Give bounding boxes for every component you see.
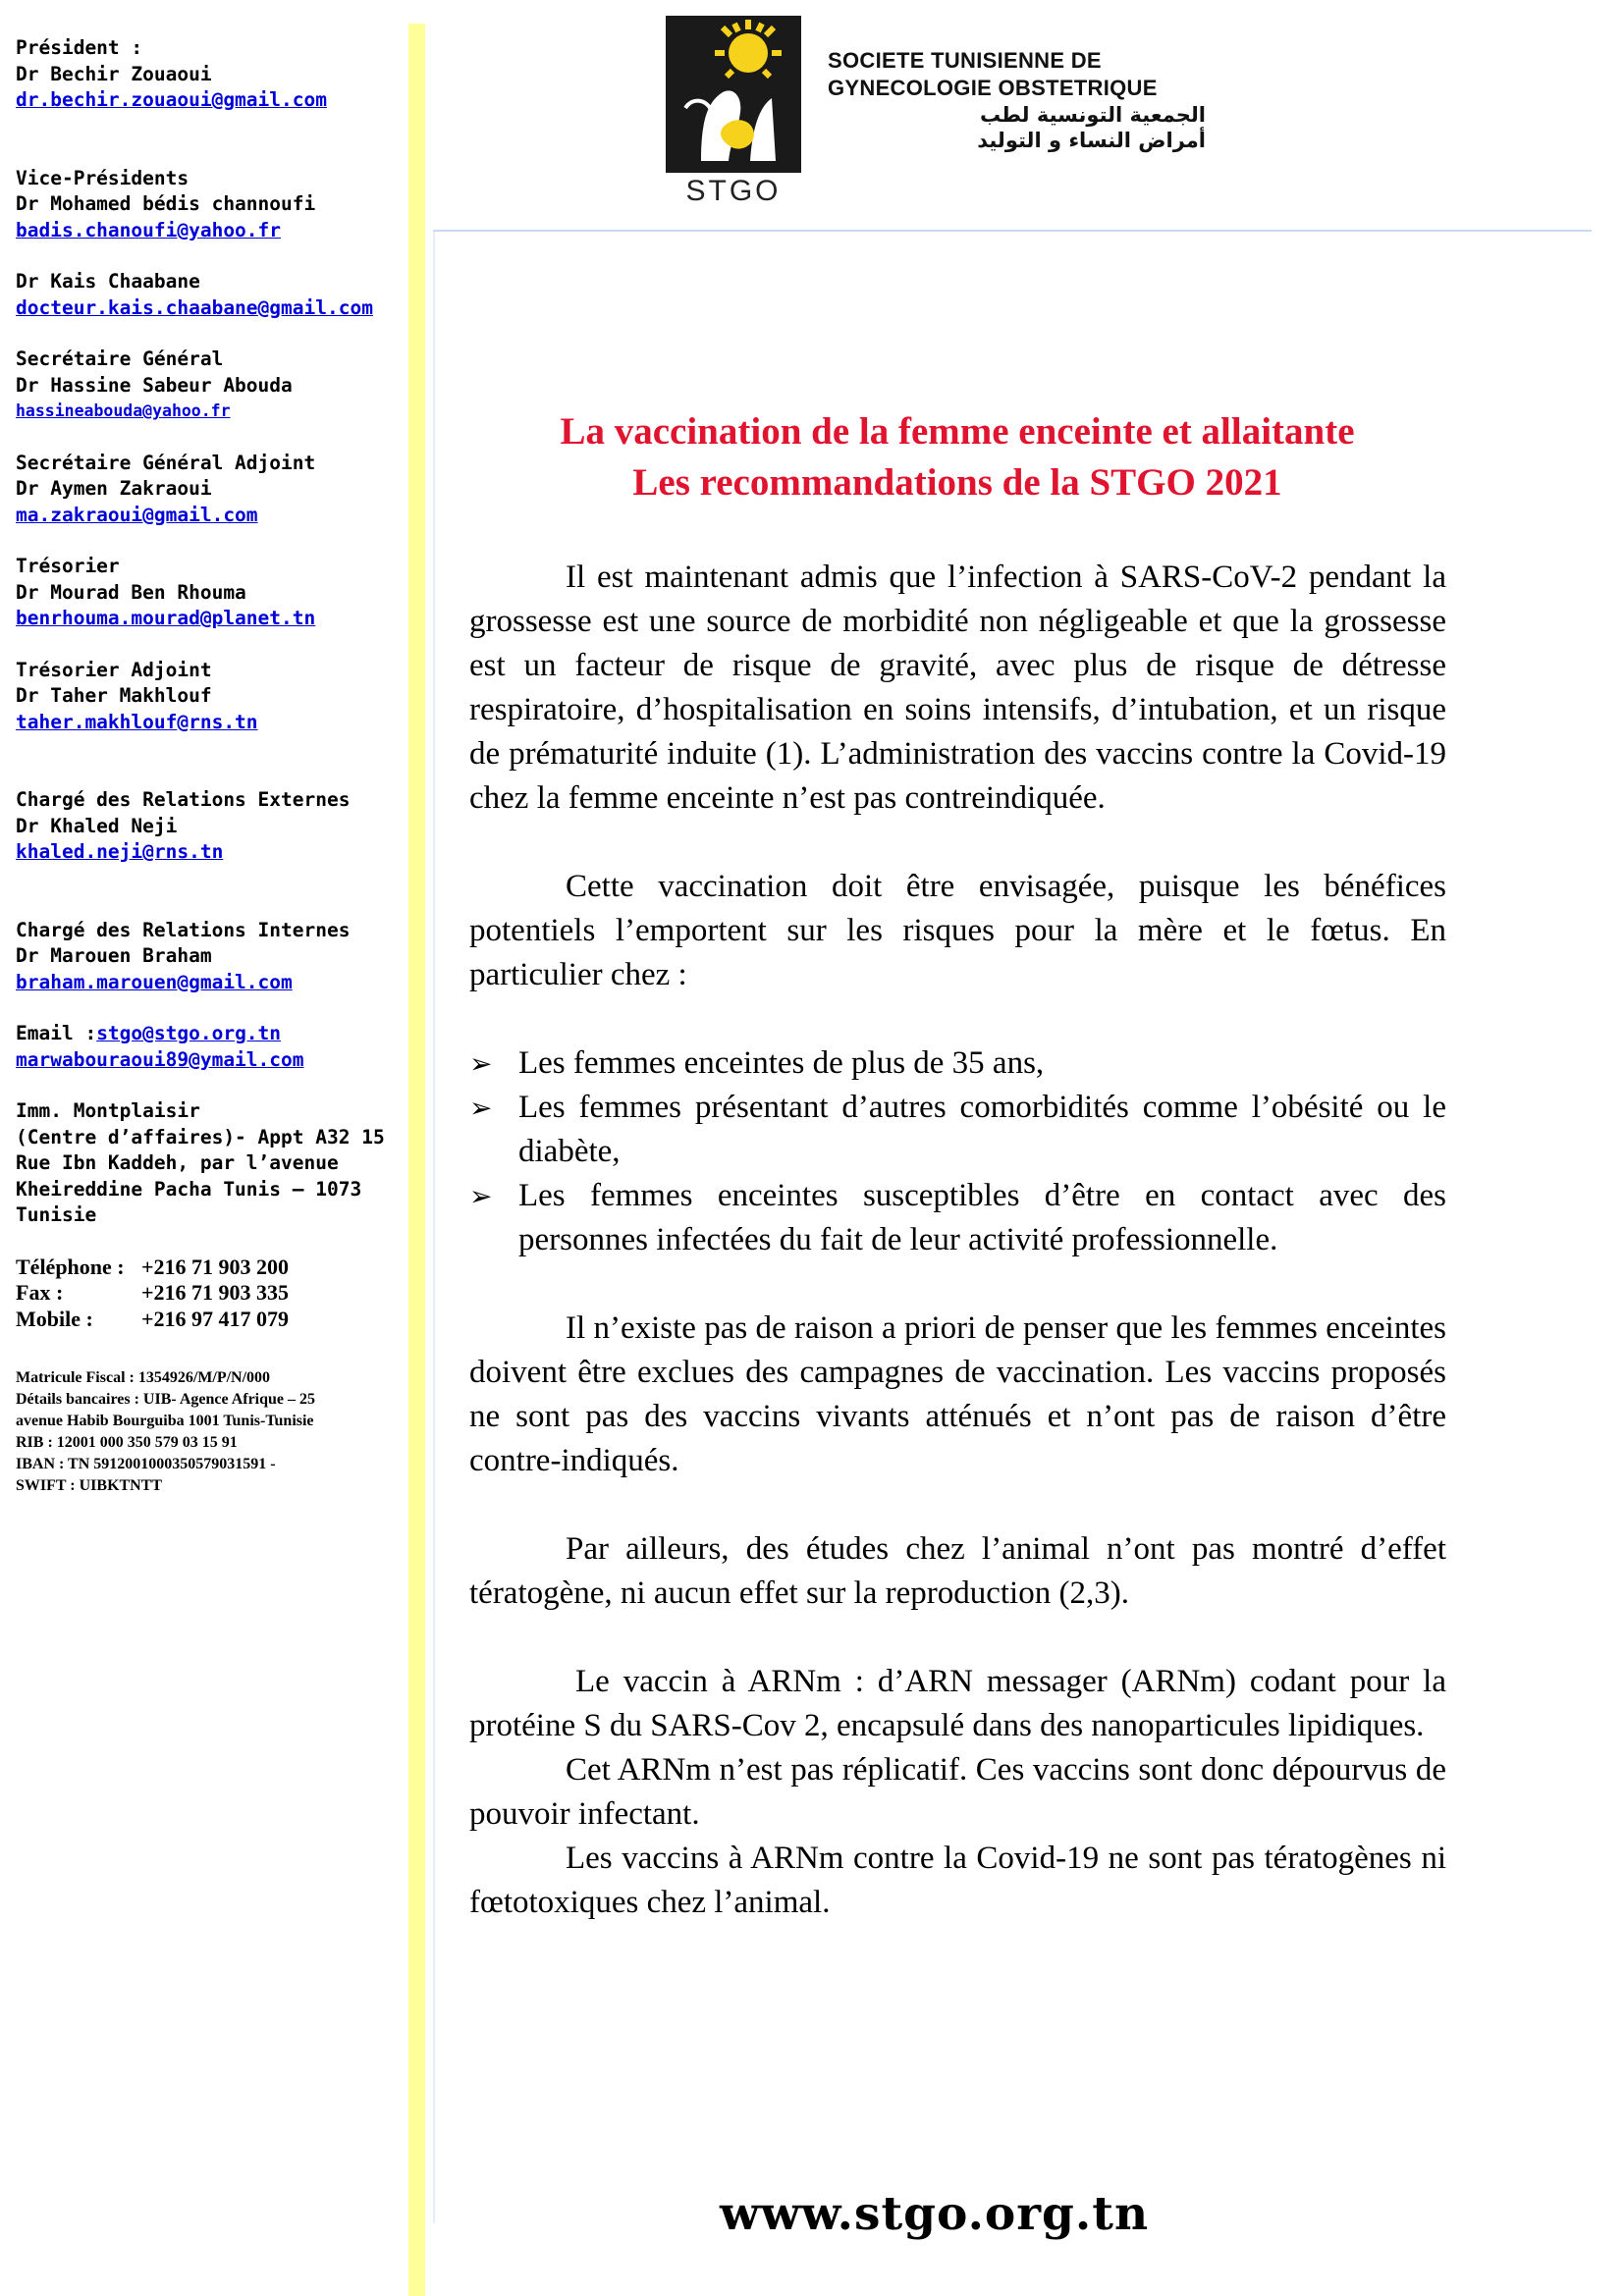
yellow-divider-bar: [408, 24, 425, 2296]
ext-name: Dr Khaled Neji: [16, 814, 178, 837]
list-item: [469, 1086, 1446, 1174]
email2-link[interactable]: marwabouraoui89@ymail.com: [16, 1047, 304, 1071]
vp1-name: Dr Mohamed bédis channoufi: [16, 192, 316, 215]
list-item-text: Les femmes présentant d’autres comorbidités comme l’obésité ou le diabète,: [518, 1090, 1446, 1169]
document-body: [469, 556, 1446, 1925]
title-line-2: Les recommandations de la STGO 2021: [632, 461, 1282, 504]
treasurer-block: [16, 554, 399, 632]
sga-email-link[interactable]: ma.zakraoui@gmail.com: [16, 503, 258, 526]
sg-name: Dr Hassine Sabeur Abouda: [16, 373, 293, 397]
tra-name: Dr Taher Makhlouf: [16, 684, 212, 707]
fiscal-line: avenue Habib Bourguiba 1001 Tunis-Tunisie: [16, 1413, 314, 1429]
list-item: [469, 1041, 1446, 1086]
ext-email-link[interactable]: khaled.neji@rns.tn: [16, 840, 224, 863]
fax-label: Fax :: [16, 1280, 64, 1305]
mobile-value: +216 97 417 079: [141, 1306, 290, 1331]
president-block: [16, 35, 399, 114]
sidebar-contacts: [16, 35, 399, 1332]
paragraph: Par ailleurs, des études chez l’animal n’ont pas montré d’effet tératogène, ni aucun effet sur la reproduction (2,3).: [469, 1531, 1446, 1611]
int-email-link[interactable]: braham.marouen@gmail.com: [16, 970, 293, 993]
paragraph: Cette vaccination doit être envisagée, puisque les bénéfices potentiels l’emportent sur les risques pour la mère et le fœtus. En particulier chez :: [469, 869, 1446, 992]
risk-list: [469, 1041, 1446, 1262]
tel-label: Téléphone :: [16, 1254, 125, 1279]
address-line: Tunisie: [16, 1203, 97, 1226]
phone-block: [16, 1255, 399, 1333]
tr-name: Dr Mourad Ben Rhouma: [16, 580, 246, 604]
vp1-email-link[interactable]: badis.chanoufi@yahoo.fr: [16, 218, 282, 241]
fiscal-line: Matricule Fiscal : 1354926/M/P/N/000: [16, 1369, 271, 1386]
email-block: [16, 1021, 399, 1073]
int-name: Dr Marouen Braham: [16, 944, 212, 967]
tr-title: Trésorier: [16, 555, 120, 577]
vp2-email-link[interactable]: docteur.kais.chaabane@gmail.com: [16, 295, 373, 319]
internal-relations-block: [16, 918, 399, 996]
address-block: [16, 1098, 399, 1229]
tra-email-link[interactable]: taher.makhlouf@rns.tn: [16, 710, 258, 733]
email-label: Email :: [16, 1022, 97, 1044]
external-relations-block: [16, 787, 399, 866]
paragraph: Les vaccins à ARNm contre la Covid-19 ne sont pas tératogènes ni fœtotoxiques chez l’animal.: [469, 1841, 1446, 1920]
mobile-label: Mobile :: [16, 1306, 93, 1331]
ext-title: Chargé des Relations Externes: [16, 788, 351, 811]
fiscal-line: Détails bancaires : UIB- Agence Afrique – 25: [16, 1391, 316, 1408]
secretary-general-adjoint-block: [16, 451, 399, 529]
fiscal-details: [16, 1367, 404, 1497]
org-arabic-line-2: أمراض النساء و التوليد: [977, 129, 1206, 152]
address-line: (Centre d’affaires)- Appt A32 15: [16, 1125, 385, 1148]
stgo-logo: [664, 14, 803, 210]
vp-title: Vice-Présidents: [16, 166, 189, 189]
vertical-rule: [433, 231, 435, 2223]
email1-link[interactable]: stgo@stgo.org.tn: [96, 1022, 282, 1044]
int-title: Chargé des Relations Internes: [16, 918, 351, 941]
secretary-general-block: [16, 347, 399, 425]
paragraph: Cet ARNm n’est pas réplicatif. Ces vaccins sont donc dépourvus de pouvoir infectant.: [469, 1752, 1446, 1832]
president-email-link[interactable]: dr.bechir.zouaoui@gmail.com: [16, 88, 327, 111]
org-arabic-line-1: الجمعية التونسية لطب: [979, 103, 1206, 127]
fiscal-line: SWIFT : UIBKTNTT: [16, 1477, 163, 1494]
tr-email-link[interactable]: benrhouma.mourad@planet.tn: [16, 607, 316, 629]
document-title: [461, 406, 1453, 508]
arrow-bullet-icon: ➢: [469, 1180, 493, 1212]
paragraph: Il est maintenant admis que l’infection à SARS-CoV-2 pendant la grossesse est une source de morbidité non négligeable et que la grossesse est un facteur de risque de gravité, avec plus de risque de détresse respiratoire, d’hospitalisation en soins intensifs, d’intubation, et un risque de prématurité induite (1). L’administration des vaccins contre la Covid-19 chez la femme enceinte n’est pas contreindiquée.: [469, 560, 1446, 816]
sg-title: Secrétaire Général: [16, 347, 224, 370]
fiscal-line: RIB : 12001 000 350 579 03 15 91: [16, 1434, 238, 1451]
address-line: Imm. Montplaisir: [16, 1099, 200, 1122]
list-item-text: Les femmes enceintes de plus de 35 ans,: [518, 1045, 1045, 1081]
president-title: Président :: [16, 36, 143, 59]
org-line-1: SOCIETE TUNISIENNE DE: [828, 48, 1102, 73]
tra-title: Trésorier Adjoint: [16, 658, 212, 681]
list-item: [469, 1174, 1446, 1262]
title-line-1: La vaccination de la femme enceinte et allaitante: [560, 410, 1355, 453]
fax-value: +216 71 903 335: [141, 1280, 290, 1305]
paragraph: Il n’existe pas de raison a priori de penser que les femmes enceintes doivent être exclues des campagnes de vaccination. Les vaccins proposés ne sont pas des vaccins vivants atténués et n’ont pas de raison d’être contre-indiqués.: [469, 1310, 1446, 1478]
address-line: Kheireddine Pacha Tunis – 1073: [16, 1177, 362, 1201]
fiscal-line: IBAN : TN 5912001000350579031591 -: [16, 1456, 276, 1472]
list-item-text: Les femmes enceintes susceptibles d’être en contact avec des personnes infectées du fait de leur activité professionnelle.: [518, 1178, 1446, 1257]
arrow-bullet-icon: ➢: [469, 1092, 493, 1124]
sg-email-link[interactable]: hassineabouda@yahoo.fr: [16, 401, 231, 420]
logo-text: STGO: [685, 175, 782, 207]
arrow-bullet-icon: ➢: [469, 1047, 493, 1080]
org-line-2: GYNECOLOGIE OBSTETRIQUE: [828, 76, 1158, 100]
vp2-name: Dr Kais Chaabane: [16, 270, 200, 293]
address-line: Rue Ibn Kaddeh, par l’avenue: [16, 1151, 339, 1174]
tel-value: +216 71 903 200: [141, 1254, 290, 1279]
website-footer: www.stgo.org.tn: [720, 2187, 1150, 2241]
sga-title: Secrétaire Général Adjoint: [16, 451, 316, 474]
organization-name: [828, 47, 1206, 153]
treasurer-adjoint-block: [16, 658, 399, 736]
sga-name: Dr Aymen Zakraoui: [16, 477, 212, 500]
vice-presidents-block: [16, 166, 399, 322]
paragraph: Le vaccin à ARNm : d’ARN messager (ARNm) codant pour la protéine S du SARS-Cov 2, encapsulé dans des nanoparticules lipidiques.: [469, 1664, 1446, 1743]
president-name: Dr Bechir Zouaoui: [16, 62, 212, 85]
header-rule: [433, 230, 1592, 232]
